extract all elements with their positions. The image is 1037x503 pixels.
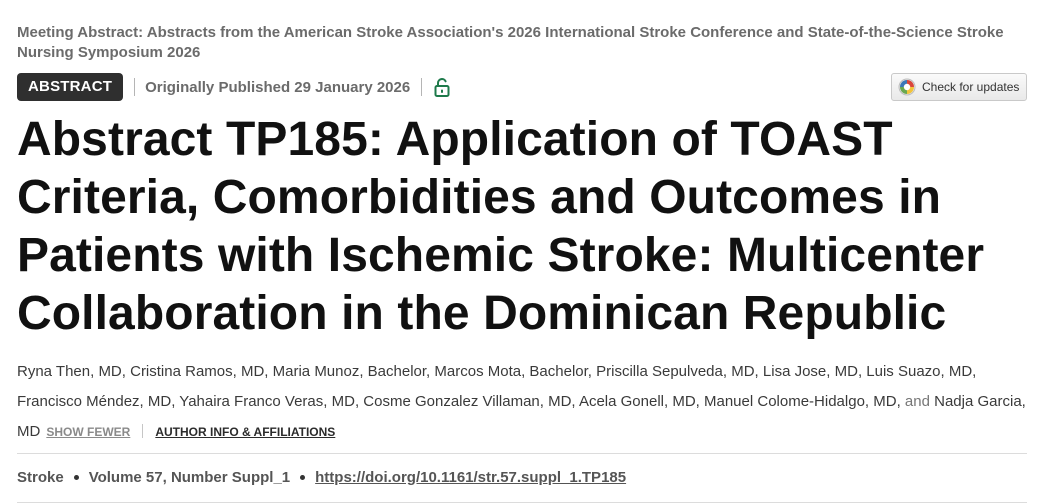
section-divider xyxy=(17,453,1027,454)
author-name[interactable]: Acela Gonell, MD xyxy=(578,393,696,410)
abstract-badge: ABSTRACT xyxy=(17,73,123,101)
show-fewer-authors-link[interactable]: SHOW FEWER xyxy=(46,425,131,439)
meta-separator xyxy=(134,78,135,96)
citation-bullet xyxy=(300,475,305,480)
author-name[interactable]: Cristina Ramos, MD xyxy=(130,363,265,380)
author-name[interactable]: Francisco Méndez, MD xyxy=(17,393,172,410)
article-title: Abstract TP185: Application of TOAST Criteria, Comorbidities and Outcomes in Patients with Ischemic Stroke: Multicenter Collaboration in the Dominican Republic xyxy=(17,113,985,340)
author-name[interactable]: Maria Munoz, Bachelor xyxy=(272,363,427,380)
check-for-updates-label: Check for updates xyxy=(922,80,1020,94)
author-name[interactable]: Luis Suazo, MD xyxy=(866,363,973,380)
author-conjunction: and xyxy=(904,393,930,410)
journal-name[interactable]: Stroke xyxy=(17,468,64,486)
published-date: Originally Published 29 January 2026 xyxy=(145,78,411,96)
author-list: Ryna Then, MD, Cristina Ramos, MD, Maria Munoz, Bachelor, Marcos Mota, Bachelor, Priscilla Sepulveda, MD, Lisa Jose, MD, Luis Suazo, MD, Francisco Méndez, MD, Yahaira Franco Veras, MD, Cosme Gonzalez Villaman, MD, Acela Gonell, MD, Manuel Colome-Hidalgo, MD, and Nadja Garcia, MD SHOW FEWER AUTHOR INFO & AFFILIATIONS xyxy=(17,363,1026,440)
author-info-affiliations-link[interactable]: AUTHOR INFO & AFFILIATIONS xyxy=(155,425,336,439)
doi-link[interactable]: https://doi.org/10.1161/str.57.suppl_1.TP185 xyxy=(315,468,627,486)
journal-volume[interactable]: Volume 57, Number Suppl_1 xyxy=(88,468,291,486)
meeting-abstract-label: Meeting Abstract: Abstracts from the American Stroke Association's 2026 International Stroke Conference and State-of-the-Science Stroke Nursing Symposium 2026 xyxy=(17,24,1004,61)
article-header xyxy=(17,0,1027,503)
crossmark-icon xyxy=(898,78,916,96)
author-name[interactable]: Cosme Gonzalez Villaman, MD xyxy=(363,393,572,410)
authors-separator xyxy=(142,424,143,438)
article-meta-row xyxy=(17,73,1027,101)
open-lock-icon xyxy=(432,76,452,98)
citation-bullet xyxy=(74,475,79,480)
author-name[interactable]: Lisa Jose, MD xyxy=(762,363,858,380)
author-name[interactable]: Priscilla Sepulveda, MD xyxy=(596,363,755,380)
author-name[interactable]: Manuel Colome-Hidalgo, MD xyxy=(704,393,897,410)
author-name[interactable]: Ryna Then, MD xyxy=(17,363,122,380)
author-name[interactable]: Marcos Mota, Bachelor xyxy=(434,363,588,380)
citation-row xyxy=(17,466,1027,488)
check-for-updates-button[interactable] xyxy=(891,73,1027,101)
meta-separator xyxy=(421,78,422,96)
author-name[interactable]: Yahaira Franco Veras, MD xyxy=(179,393,355,410)
author-name[interactable]: Nadja Garcia, MD xyxy=(17,393,1026,440)
